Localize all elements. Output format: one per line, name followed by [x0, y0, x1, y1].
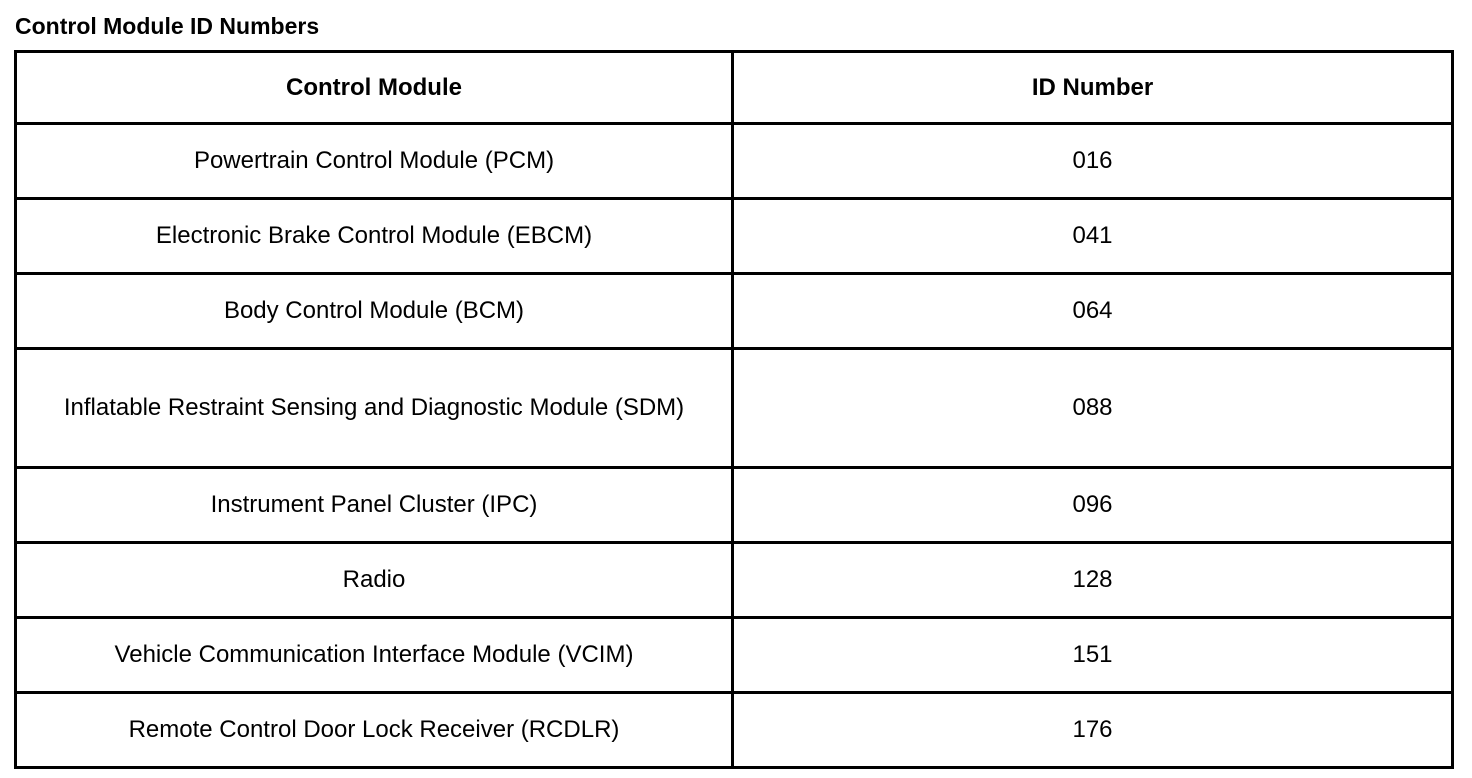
table-row	[16, 124, 1453, 199]
module-name-cell: Powertrain Control Module (PCM)	[16, 124, 733, 199]
id-number-cell: 176	[733, 693, 1453, 768]
module-name-cell: Inflatable Restraint Sensing and Diagnostic Module (SDM)	[16, 349, 733, 468]
table-row	[16, 468, 1453, 543]
control-module-table	[14, 50, 1454, 769]
module-name-cell: Radio	[16, 543, 733, 618]
table-row	[16, 274, 1453, 349]
module-name-cell: Vehicle Communication Interface Module (VCIM)	[16, 618, 733, 693]
table-row	[16, 543, 1453, 618]
module-name-cell: Electronic Brake Control Module (EBCM)	[16, 199, 733, 274]
module-name-cell: Instrument Panel Cluster (IPC)	[16, 468, 733, 543]
id-number-cell: 041	[733, 199, 1453, 274]
id-number-cell: 088	[733, 349, 1453, 468]
document-title: Control Module ID Numbers	[15, 13, 320, 39]
table-row	[16, 618, 1453, 693]
id-number-cell: 064	[733, 274, 1453, 349]
module-name-cell: Body Control Module (BCM)	[16, 274, 733, 349]
table-row	[16, 693, 1453, 768]
module-name-cell: Remote Control Door Lock Receiver (RCDLR)	[16, 693, 733, 768]
id-number-cell: 128	[733, 543, 1453, 618]
id-number-cell: 096	[733, 468, 1453, 543]
table-row	[16, 199, 1453, 274]
id-number-cell: 016	[733, 124, 1453, 199]
header-id-number: ID Number	[733, 52, 1453, 124]
id-number-cell: 151	[733, 618, 1453, 693]
table-row	[16, 349, 1453, 468]
header-control-module: Control Module	[16, 52, 733, 124]
table-header-row	[16, 52, 1453, 124]
